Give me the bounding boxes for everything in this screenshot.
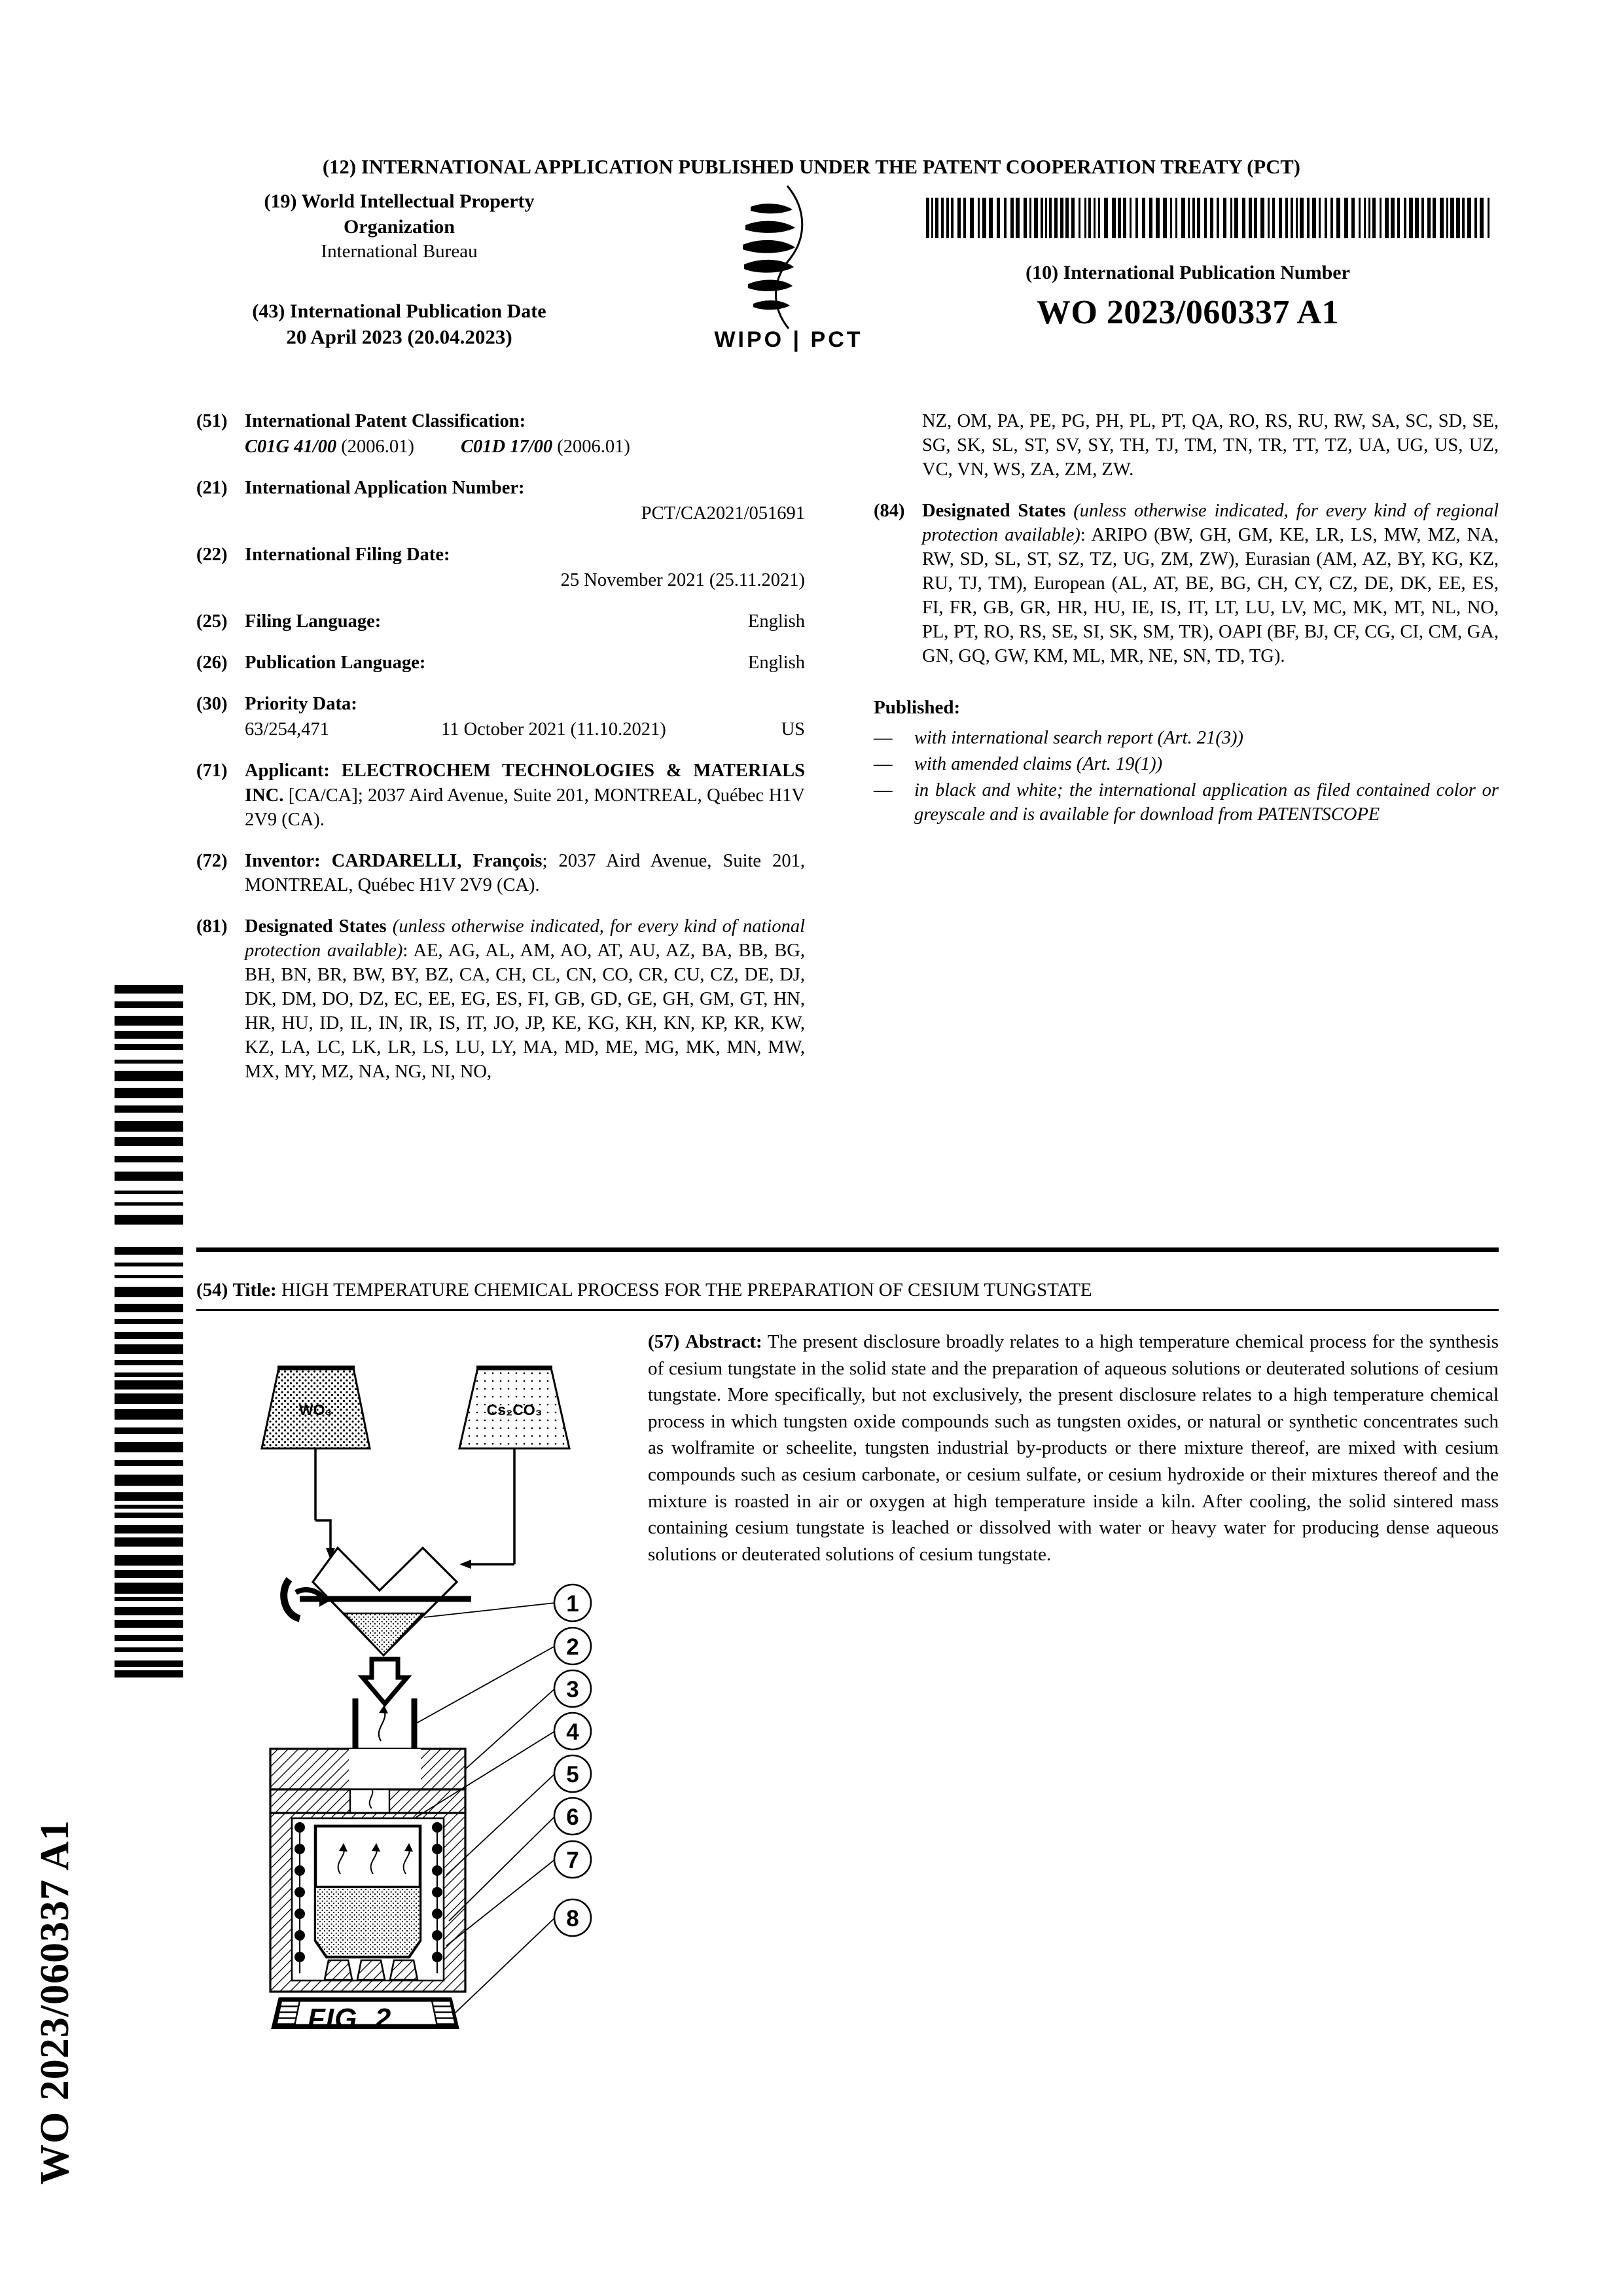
wipo-field-number: (19) [264,190,297,212]
priority-number: 63/254,471 [245,719,330,740]
callout-7: 7 [566,1848,579,1873]
pub-date-label: International Publication Date [289,300,546,322]
abstract-field-number: (57) [648,1331,680,1352]
published-dash-icon: — [874,754,893,775]
applicant-name: ELECTROCHEM TECHNOLOGIES & MATERIALS INC. [245,761,805,806]
pub-date-value: 20 April 2023 (20.04.2023) [286,325,512,348]
inventor-name: CARDARELLI, François [331,850,543,871]
published-item-text: in black and white; the international application as filed contained color or greyscale and is available for download from PATENTSCOPE [914,780,1499,825]
abstract-label: Abstract: [685,1331,762,1352]
designated-84-label: Designated States [922,501,1066,522]
field-filing-date [196,543,805,592]
applicant-label: Applicant: [245,761,330,781]
figure-caption: FIG. 2 [308,2003,392,2035]
field-ipc [196,409,805,459]
ipc-label: International Patent Classification: [245,411,526,431]
biblio-left-column [196,409,805,1101]
published-dash-icon: — [874,780,893,801]
pub-number-label: International Publication Number [1063,262,1350,283]
app-number-field-number: (21) [196,478,228,499]
published-item [874,778,1499,827]
app-number-value: PCT/CA2021/051691 [641,503,805,524]
designated-84-field-number: (84) [874,501,905,522]
page-title: HIGH TEMPERATURE CHEMICAL PROCESS FOR THE PREPARATION OF CESIUM TUNGSTATE [281,1280,1092,1300]
divider-below-title [196,1309,1499,1311]
feed-arrow-icon [363,1659,407,1704]
applicant-field-number: (71) [196,761,228,781]
published-item-text: with amended claims (Art. 19(1)) [914,754,1163,775]
ipc-code-1-version: (2006.01) [341,437,414,457]
pct-banner-text: (12) INTERNATIONAL APPLICATION PUBLISHED UNDER THE PATENT COOPERATION TREATY (PCT) [322,156,1301,178]
callout-balloons [554,1585,591,1936]
hopper-wo3-label: WO₃ [298,1401,332,1418]
callout-4: 4 [566,1719,579,1745]
wipo-wordmark: WIPO | PCT [714,327,863,352]
v-mixer-vessel [284,1548,471,1655]
field-inventor [196,849,805,897]
inventor-label: Inventor: [245,850,321,871]
divider-above-title [196,1247,1499,1252]
callout-3: 3 [566,1677,579,1702]
callout-6: 6 [566,1804,579,1830]
callout-1: 1 [566,1591,579,1617]
publication-language-value: English [747,653,805,673]
filing-language-field-number: (25) [196,611,228,632]
designated-84-states: : ARIPO (BW, GH, GM, KE, LR, LS, MW, MZ, NA, RW, SD, SL, ST, SZ, TZ, UG, ZM, ZW), Eurasian (AM, AZ, BY, KG, KZ, RU, TJ, TM), European (AL, AT, BE, BG, CH, CY, CZ, DE, DK, EE, ES, FI, FR, GB, GR, HR, HU, IE, IS, IT, LT, LU, LV, MC, MK, MT, NL, NO, PL, PT, RO, RS, SE, SI, SK, SM, TR), OAPI (BF, BJ, CF, CG, CI, CM, GA, GN, GQ, GW, KM, ML, MR, NE, SN, TD, TG). [922,525,1499,667]
crucible-with-charge [315,1826,420,1957]
biblio-right-column [874,409,1499,829]
filing-date-label: International Filing Date: [245,545,450,565]
applicant-address: [CA/CA]; 2037 Aird Avenue, Suite 201, MONTREAL, Québec H1V 2V9 (CA). [245,785,805,830]
app-number-label: International Application Number: [245,478,525,499]
spine-barcode-lower [115,1247,183,1692]
field-designated-states-81 [196,914,805,1084]
publication-language-field-number: (26) [196,653,228,673]
designated-81-states-continued: NZ, OM, PA, PE, PG, PH, PL, PT, QA, RO, RS, RU, RW, SA, SC, SD, SE, SG, SK, SL, ST, SV, SY, TH, TJ, TM, TN, TR, TT, TZ, UA, UG, US, UZ, VC, VN, WS, ZA, ZM, ZW. [922,411,1499,480]
wipo-line-2: Organization [344,216,455,238]
spine-barcode-upper [115,985,183,1240]
field-applicant [196,759,805,831]
ipc-code-1: C01G 41/00 [245,437,337,457]
callout-8: 8 [566,1906,579,1931]
designated-81-qualifier: (unless otherwise indicated, for every kind of national protection available) [245,916,806,961]
designated-81-states: : AE, AG, AL, AM, AO, AT, AU, AZ, BA, BB, BG, BH, BN, BR, BW, BY, BZ, CA, CH, CL, CN, CO, CR, CU, CZ, DE, DJ, DK, DM, DO, DZ, EC, EE, EG, ES, FI, GB, GD, GE, GH, GM, GT, HN, HR, HU, ID, IL, IN, IR, IS, IT, JO, JP, KE, KG, KH, KN, KP, KR, KW, KZ, LA, LC, LK, LR, LS, LU, LY, MA, MD, ME, MG, MK, MN, MW, MX, MY, MZ, NA, NG, NI, NO, [245,940,805,1082]
filing-language-value: English [747,611,805,632]
priority-date: 11 October 2021 (11.10.2021) [441,719,666,740]
designated-81-field-number: (81) [196,916,228,937]
crucible-supports [325,1960,418,1980]
field-publication-language [196,651,805,675]
publication-number-value: WO 2023/060337 A1 [1036,294,1340,331]
pub-number-field-number: (10) [1026,262,1059,283]
wipo-block [209,188,589,350]
spine-publication-number: WO 2023/060337 A1 [33,1820,77,2185]
designated-84-qualifier: (unless otherwise indicated, for every kind of regional protection available) [922,501,1499,546]
inventor-address: ; 2037 Aird Avenue, Suite 201, MONTREAL, Québec H1V 2V9 (CA). [245,850,805,895]
published-item-text: with international search report (Art. 21(3)) [914,728,1243,749]
ipc-code-2-version: (2006.01) [557,437,630,457]
title-label: Title: [232,1280,277,1300]
hopper-wo3 [262,1368,370,1560]
inventor-field-number: (72) [196,850,228,871]
priority-country: US [781,719,805,740]
field-priority-data [196,692,805,742]
pub-date-field-number: (43) [252,300,285,322]
ipc-field-number: (51) [196,411,228,431]
filing-language-label: Filing Language: [245,611,382,632]
filing-date-field-number: (22) [196,545,228,565]
field-designated-states-84 [874,499,1499,668]
kiln-lid [270,1749,465,1813]
hopper-cs2co3-label: Cs₂CO₃ [486,1401,543,1418]
published-item [874,752,1499,776]
abstract-text: The present disclosure broadly relates to a high temperature chemical process for the synthesis of cesium tungstate in the solid state and the preparation of aqueous solutions or deuterated solutions of cesium tungstate. More specifically, but not exclusively, the present disclosure relates to a high temperature chemical process in which tungsten oxide compounds such as tungsten oxides, or natural or synthetic concentrates such as wolframite or scheelite, tungsten industrial by-products or there mixture thereof, are mixed with cesium compounds such as cesium carbonate, or cesium sulfate, or cesium hydroxide or their mixtures thereof and the mixture is roasted in air or oxygen at high temperature inside a kiln. After cooling, the solid sintered mass containing cesium tungstate is leached or dissolved with water or heavy water for producing dense aqueous solutions or deuterated solutions of cesium tungstate. [648,1331,1499,1565]
filing-date-value: 25 November 2021 (25.11.2021) [560,570,805,591]
published-item [874,726,1499,750]
published-heading: Published: [874,697,961,719]
callout-5: 5 [566,1762,579,1787]
wipo-line-1: World Intellectual Property [301,190,535,212]
publication-number-block [877,262,1499,332]
published-block [874,696,1499,827]
figure-2-kiln-diagram [216,1332,635,2072]
published-dash-icon: — [874,728,893,749]
wipo-logo-icon [690,182,887,332]
abstract-block [648,1329,1499,1568]
field-filing-language [196,609,805,634]
field-application-number [196,476,805,526]
priority-label: Priority Data: [245,694,357,715]
invention-title-line [196,1280,1499,1301]
wipo-line-3: International Bureau [321,241,478,262]
hopper-cs2co3 [459,1368,569,1569]
callout-2: 2 [566,1634,579,1660]
publication-language-label: Publication Language: [245,653,426,673]
publication-barcode [926,198,1495,238]
ipc-code-2: C01D 17/00 [461,437,553,457]
priority-field-number: (30) [196,694,228,715]
title-field-number: (54) [196,1280,228,1300]
designated-81-label: Designated States [245,916,387,937]
